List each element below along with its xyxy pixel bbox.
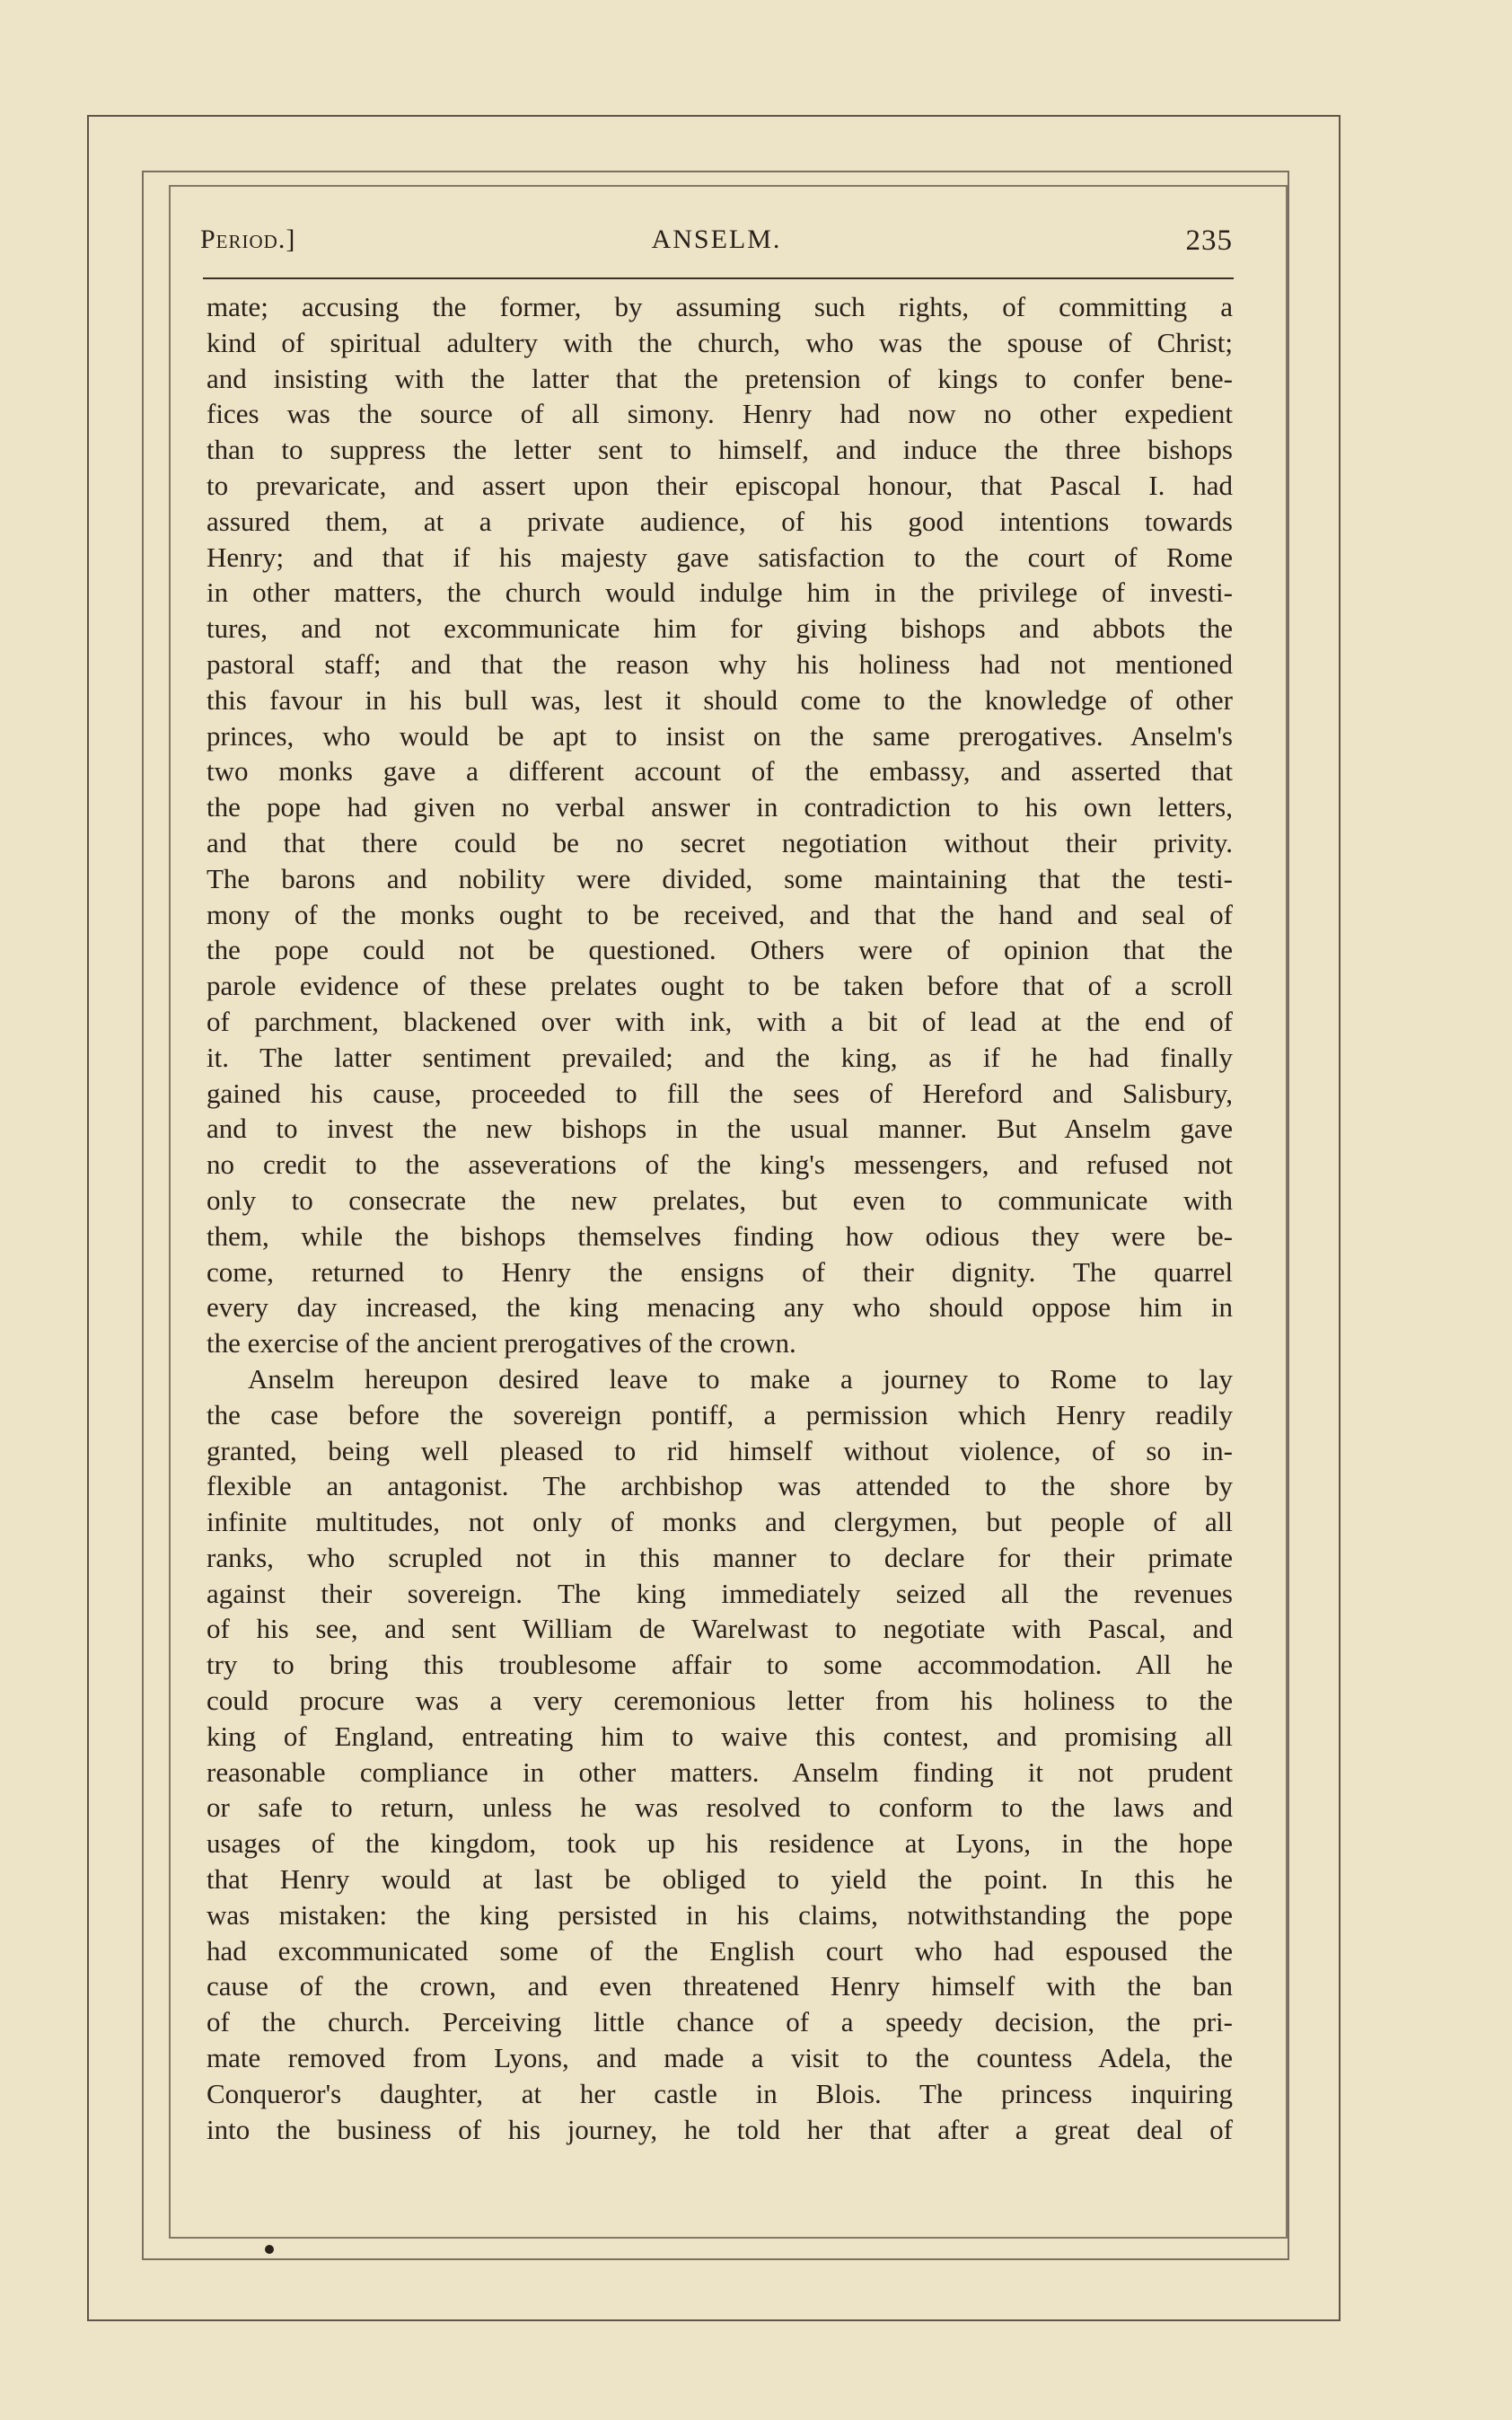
- footer-mark: [265, 2245, 274, 2254]
- text-line: assured them, at a private audience, of his good intentions towards: [207, 505, 1233, 537]
- text-line: or safe to return, unless he was resolved to conform to the laws and: [207, 1791, 1233, 1824]
- page-number: 235: [1185, 224, 1233, 257]
- text-line: Conqueror's daughter, at her castle in Blois. The princess inquiring: [207, 2077, 1233, 2109]
- header-rule: [203, 277, 1234, 279]
- text-line: the case before the sovereign pontiff, a permission which Henry readily: [207, 1398, 1233, 1430]
- text-line: mate removed from Lyons, and made a visit to the countess Adela, the: [207, 2042, 1233, 2074]
- text-line: pastoral staff; and that the reason why his holiness had not mentioned: [207, 647, 1233, 680]
- text-line: two monks gave a different account of the embassy, and asserted that: [207, 755, 1233, 788]
- text-line: the pope had given no verbal answer in contradiction to his own letters,: [207, 791, 1233, 823]
- text-line: and insisting with the latter that the pretension of kings to confer bene-: [207, 362, 1233, 394]
- text-line: of the church. Perceiving little chance of a speedy decision, the pri-: [207, 2006, 1233, 2038]
- text-line: kind of spiritual adultery with the church, who was the spouse of Christ;: [207, 326, 1233, 358]
- text-line: usages of the kingdom, took up his residence at Lyons, in the hope: [207, 1827, 1233, 1860]
- text-line: king of England, entreating him to waive this contest, and promising all: [207, 1720, 1233, 1752]
- text-line: Anselm hereupon desired leave to make a journey to Rome to lay: [248, 1362, 1233, 1395]
- text-line: reasonable compliance in other matters. Anselm finding it not prudent: [207, 1756, 1233, 1788]
- text-line: flexible an antagonist. The archbishop was attended to the shore by: [207, 1470, 1233, 1502]
- text-line: princes, who would be apt to insist on the same prerogatives. Anselm's: [207, 719, 1233, 752]
- text-line: it. The latter sentiment prevailed; and the king, as if he had finally: [207, 1041, 1233, 1073]
- text-line: the pope could not be questioned. Others were of opinion that the: [207, 934, 1233, 966]
- text-line: no credit to the asseverations of the king's messengers, and refused not: [207, 1148, 1233, 1181]
- text-line: this favour in his bull was, lest it should come to the knowledge of other: [207, 683, 1233, 716]
- text-line: Henry; and that if his majesty gave satisfaction to the court of Rome: [207, 541, 1233, 573]
- text-line: had excommunicated some of the English court who had espoused the: [207, 1934, 1233, 1967]
- text-line: and to invest the new bishops in the usual manner. But Anselm gave: [207, 1113, 1233, 1145]
- text-line: The barons and nobility were divided, some maintaining that the testi-: [207, 862, 1233, 894]
- text-line: every day increased, the king menacing any who should oppose him in: [207, 1291, 1233, 1324]
- text-line: cause of the crown, and even threatened Henry himself with the ban: [207, 1970, 1233, 2002]
- text-line: them, while the bishops themselves finding how odious they were be-: [207, 1219, 1233, 1252]
- text-line: parole evidence of these prelates ought to be taken before that of a scroll: [207, 970, 1233, 1002]
- text-line: was mistaken: the king persisted in his claims, notwithstanding the pope: [207, 1898, 1233, 1931]
- text-line: in other matters, the church would indulge him in the privilege of investi-: [207, 576, 1233, 609]
- text-line: only to consecrate the new prelates, but even to communicate with: [207, 1184, 1233, 1216]
- text-line: try to bring this troublesome affair to some accommodation. All he: [207, 1649, 1233, 1681]
- text-line: gained his cause, proceeded to fill the sees of Hereford and Salisbury,: [207, 1077, 1233, 1109]
- text-line: mate; accusing the former, by assuming such rights, of committing a: [207, 291, 1233, 322]
- text-line: into the business of his journey, he told her that after a great deal of: [207, 2113, 1233, 2145]
- text-line: against their sovereign. The king immediately seized all the revenues: [207, 1577, 1233, 1609]
- text-line: than to suppress the letter sent to himself, and induce the three bishops: [207, 434, 1233, 466]
- text-line: fices was the source of all simony. Henry had now no other expedient: [207, 398, 1233, 430]
- body-text: [207, 289, 1233, 2147]
- text-line: ranks, who scrupled not in this manner to declare for their primate: [207, 1541, 1233, 1573]
- text-line: of his see, and sent William de Warelwast to negotiate with Pascal, and: [207, 1613, 1233, 1645]
- text-line: mony of the monks ought to be received, and that the hand and seal of: [207, 898, 1233, 930]
- text-line: tures, and not excommunicate him for giving bishops and abbots the: [207, 612, 1233, 645]
- text-line: the exercise of the ancient prerogatives of the crown.: [207, 1327, 796, 1360]
- text-line: infinite multitudes, not only of monks and clergymen, but people of all: [207, 1506, 1233, 1538]
- running-head: [200, 224, 1233, 264]
- text-line: and that there could be no secret negotiation without their privity.: [207, 826, 1233, 858]
- running-head-period: Period.]: [200, 224, 296, 254]
- text-line: to prevaricate, and assert upon their episcopal honour, that Pascal I. had: [207, 469, 1233, 501]
- text-line: could procure was a very ceremonious letter from his holiness to the: [207, 1685, 1233, 1717]
- running-head-title: ANSELM.: [651, 224, 782, 254]
- text-line: come, returned to Henry the ensigns of their dignity. The quarrel: [207, 1255, 1233, 1288]
- text-line: granted, being well pleased to rid himself without violence, of so in-: [207, 1434, 1233, 1466]
- text-line: of parchment, blackened over with ink, with a bit of lead at the end of: [207, 1005, 1233, 1037]
- text-line: that Henry would at last be obliged to yield the point. In this he: [207, 1863, 1233, 1896]
